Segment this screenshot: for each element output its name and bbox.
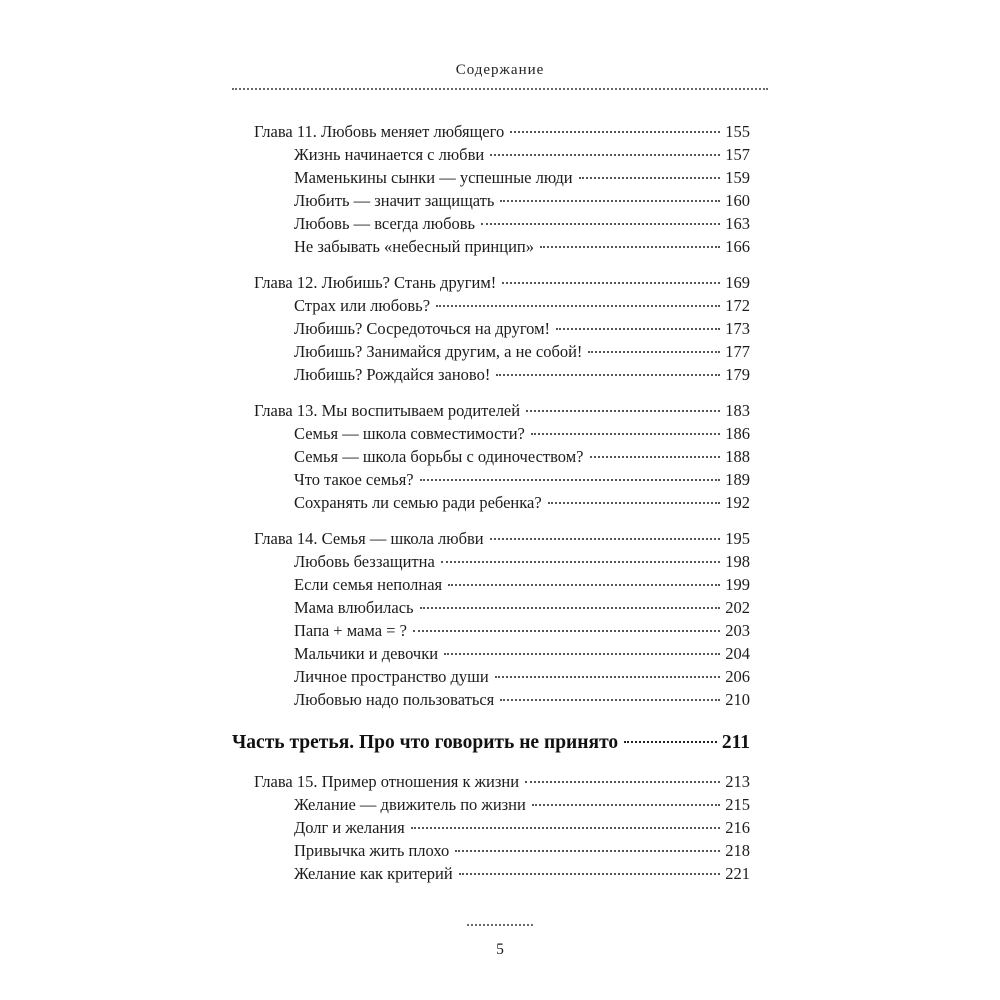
dot-leader (548, 502, 721, 504)
dot-leader (579, 177, 721, 179)
toc-entry-label: Сохранять ли семью ради ребенка? (294, 493, 542, 512)
dot-leader (531, 433, 720, 435)
toc-entry-page: 195 (725, 529, 750, 548)
toc-entry-page: 192 (725, 493, 750, 512)
toc-sub-row (232, 816, 750, 839)
toc-sub-row (232, 189, 750, 212)
toc-list (232, 120, 768, 885)
toc-entry-label: Личное пространство души (294, 667, 489, 686)
dot-leader (526, 410, 720, 412)
dot-leader (588, 351, 720, 353)
dot-leader (413, 630, 720, 632)
toc-entry-label: Семья — школа борьбы с одиночеством? (294, 447, 584, 466)
toc-part-row (232, 729, 750, 757)
toc-content (232, 62, 768, 885)
toc-entry-label: Часть третья. Про что говорить не принято (232, 732, 619, 753)
toc-entry-page: 213 (725, 772, 750, 791)
dot-leader (500, 699, 720, 701)
toc-entry-label: Семья — школа совместимости? (294, 424, 525, 443)
toc-chapter-row (232, 770, 750, 793)
toc-entry-page: 210 (725, 690, 750, 709)
toc-entry-label: Любить — значит защищать (294, 191, 495, 210)
toc-entry-page: 173 (725, 319, 750, 338)
toc-entry-label: Мама влюбилась (294, 598, 414, 617)
dot-leader (495, 676, 721, 678)
toc-entry-page: 160 (725, 191, 750, 210)
toc-sub-row (232, 445, 750, 468)
toc-entry-page: 186 (725, 424, 750, 443)
toc-sub-row (232, 839, 750, 862)
toc-entry-label: Любишь? Занимайся другим, а не собой! (294, 342, 583, 361)
toc-entry-label: Долг и желания (294, 818, 405, 837)
toc-entry-label: Любишь? Рождайся заново! (294, 365, 491, 384)
toc-entry-label: Папа + мама = ? (294, 621, 407, 640)
toc-entry-page: 211 (721, 732, 750, 753)
page-title: Содержание (455, 62, 545, 78)
toc-entry-label: Глава 11. Любовь меняет любящего (254, 122, 505, 141)
toc-chapter-row (232, 120, 750, 143)
toc-entry-page: 218 (725, 841, 750, 860)
toc-sub-row (232, 294, 750, 317)
toc-sub-row (232, 862, 750, 885)
dot-leader (459, 873, 721, 875)
toc-entry-label: Любовью надо пользоваться (294, 690, 495, 709)
toc-sub-row (232, 793, 750, 816)
toc-sub-row (232, 340, 750, 363)
toc-entry-page: 203 (725, 621, 750, 640)
toc-entry-label: Глава 14. Семья — школа любви (254, 529, 484, 548)
toc-entry-page: 157 (725, 145, 750, 164)
toc-entry-page: 215 (725, 795, 750, 814)
toc-entry-page: 198 (725, 552, 750, 571)
dot-leader (525, 781, 720, 783)
dot-leader (455, 850, 720, 852)
toc-entry-label: Не забывать «небесный принцип» (294, 237, 535, 256)
dot-leader (510, 131, 720, 133)
toc-entry-page: 166 (725, 237, 750, 256)
toc-entry-page: 172 (725, 296, 750, 315)
dot-leader (490, 538, 721, 540)
toc-entry-page: 183 (725, 401, 750, 420)
toc-entry-label: Маменькины сынки — успешные люди (294, 168, 573, 187)
dot-leader (490, 154, 720, 156)
header-dotted-rule (232, 88, 768, 90)
toc-sub-row (232, 235, 750, 258)
dot-leader (500, 200, 720, 202)
toc-sub-row (232, 550, 750, 573)
toc-sub-row (232, 212, 750, 235)
dot-leader (448, 584, 720, 586)
toc-entry-label: Глава 13. Мы воспитываем родителей (254, 401, 521, 420)
dot-leader (436, 305, 720, 307)
dot-leader (420, 607, 721, 609)
toc-chapter-row (232, 271, 750, 294)
dot-leader (556, 328, 720, 330)
toc-entry-page: 159 (725, 168, 750, 187)
toc-entry-page: 221 (725, 864, 750, 883)
toc-entry-label: Глава 12. Любишь? Стань другим! (254, 273, 497, 292)
toc-entry-page: 188 (725, 447, 750, 466)
dot-leader (420, 479, 721, 481)
toc-chapter-row (232, 527, 750, 550)
toc-sub-row (232, 619, 750, 642)
dot-leader (441, 561, 720, 563)
toc-sub-row (232, 665, 750, 688)
dot-leader (532, 804, 720, 806)
toc-sub-row (232, 573, 750, 596)
toc-entry-label: Страх или любовь? (294, 296, 431, 315)
dot-leader (624, 741, 717, 743)
toc-entry-label: Привычка жить плохо (294, 841, 450, 860)
toc-entry-page: 155 (725, 122, 750, 141)
toc-entry-label: Если семья неполная (294, 575, 443, 594)
toc-entry-label: Глава 15. Пример отношения к жизни (254, 772, 520, 791)
dot-leader (481, 223, 720, 225)
toc-entry-label: Желание — движитель по жизни (294, 795, 526, 814)
dot-leader (496, 374, 720, 376)
toc-sub-row (232, 317, 750, 340)
toc-sub-row (232, 596, 750, 619)
toc-sub-row (232, 491, 750, 514)
toc-entry-label: Жизнь начинается с любви (294, 145, 485, 164)
dot-leader (502, 282, 720, 284)
footer-dotted-rule (467, 924, 533, 926)
toc-entry-page: 199 (725, 575, 750, 594)
dot-leader (590, 456, 721, 458)
toc-entry-label: Любовь беззащитна (294, 552, 435, 571)
toc-entry-page: 216 (725, 818, 750, 837)
page-footer (0, 916, 1000, 959)
toc-entry-label: Любовь — всегда любовь (294, 214, 476, 233)
toc-sub-row (232, 363, 750, 386)
toc-sub-row (232, 143, 750, 166)
dot-leader (444, 653, 720, 655)
toc-sub-row (232, 422, 750, 445)
toc-chapter-row (232, 399, 750, 422)
toc-entry-page: 169 (725, 273, 750, 292)
toc-entry-label: Что такое семья? (294, 470, 414, 489)
toc-entry-page: 206 (725, 667, 750, 686)
toc-entry-page: 189 (725, 470, 750, 489)
footer-page-number: 5 (496, 941, 504, 958)
toc-entry-page: 202 (725, 598, 750, 617)
toc-sub-row (232, 166, 750, 189)
toc-entry-page: 204 (725, 644, 750, 663)
toc-entry-label: Желание как критерий (294, 864, 453, 883)
dot-leader (540, 246, 720, 248)
toc-entry-label: Любишь? Сосредоточься на другом! (294, 319, 551, 338)
dot-leader (411, 827, 721, 829)
toc-entry-page: 177 (725, 342, 750, 361)
toc-sub-row (232, 688, 750, 711)
toc-entry-label: Мальчики и девочки (294, 644, 439, 663)
toc-entry-page: 163 (725, 214, 750, 233)
toc-sub-row (232, 642, 750, 665)
toc-sub-row (232, 468, 750, 491)
toc-entry-page: 179 (725, 365, 750, 384)
